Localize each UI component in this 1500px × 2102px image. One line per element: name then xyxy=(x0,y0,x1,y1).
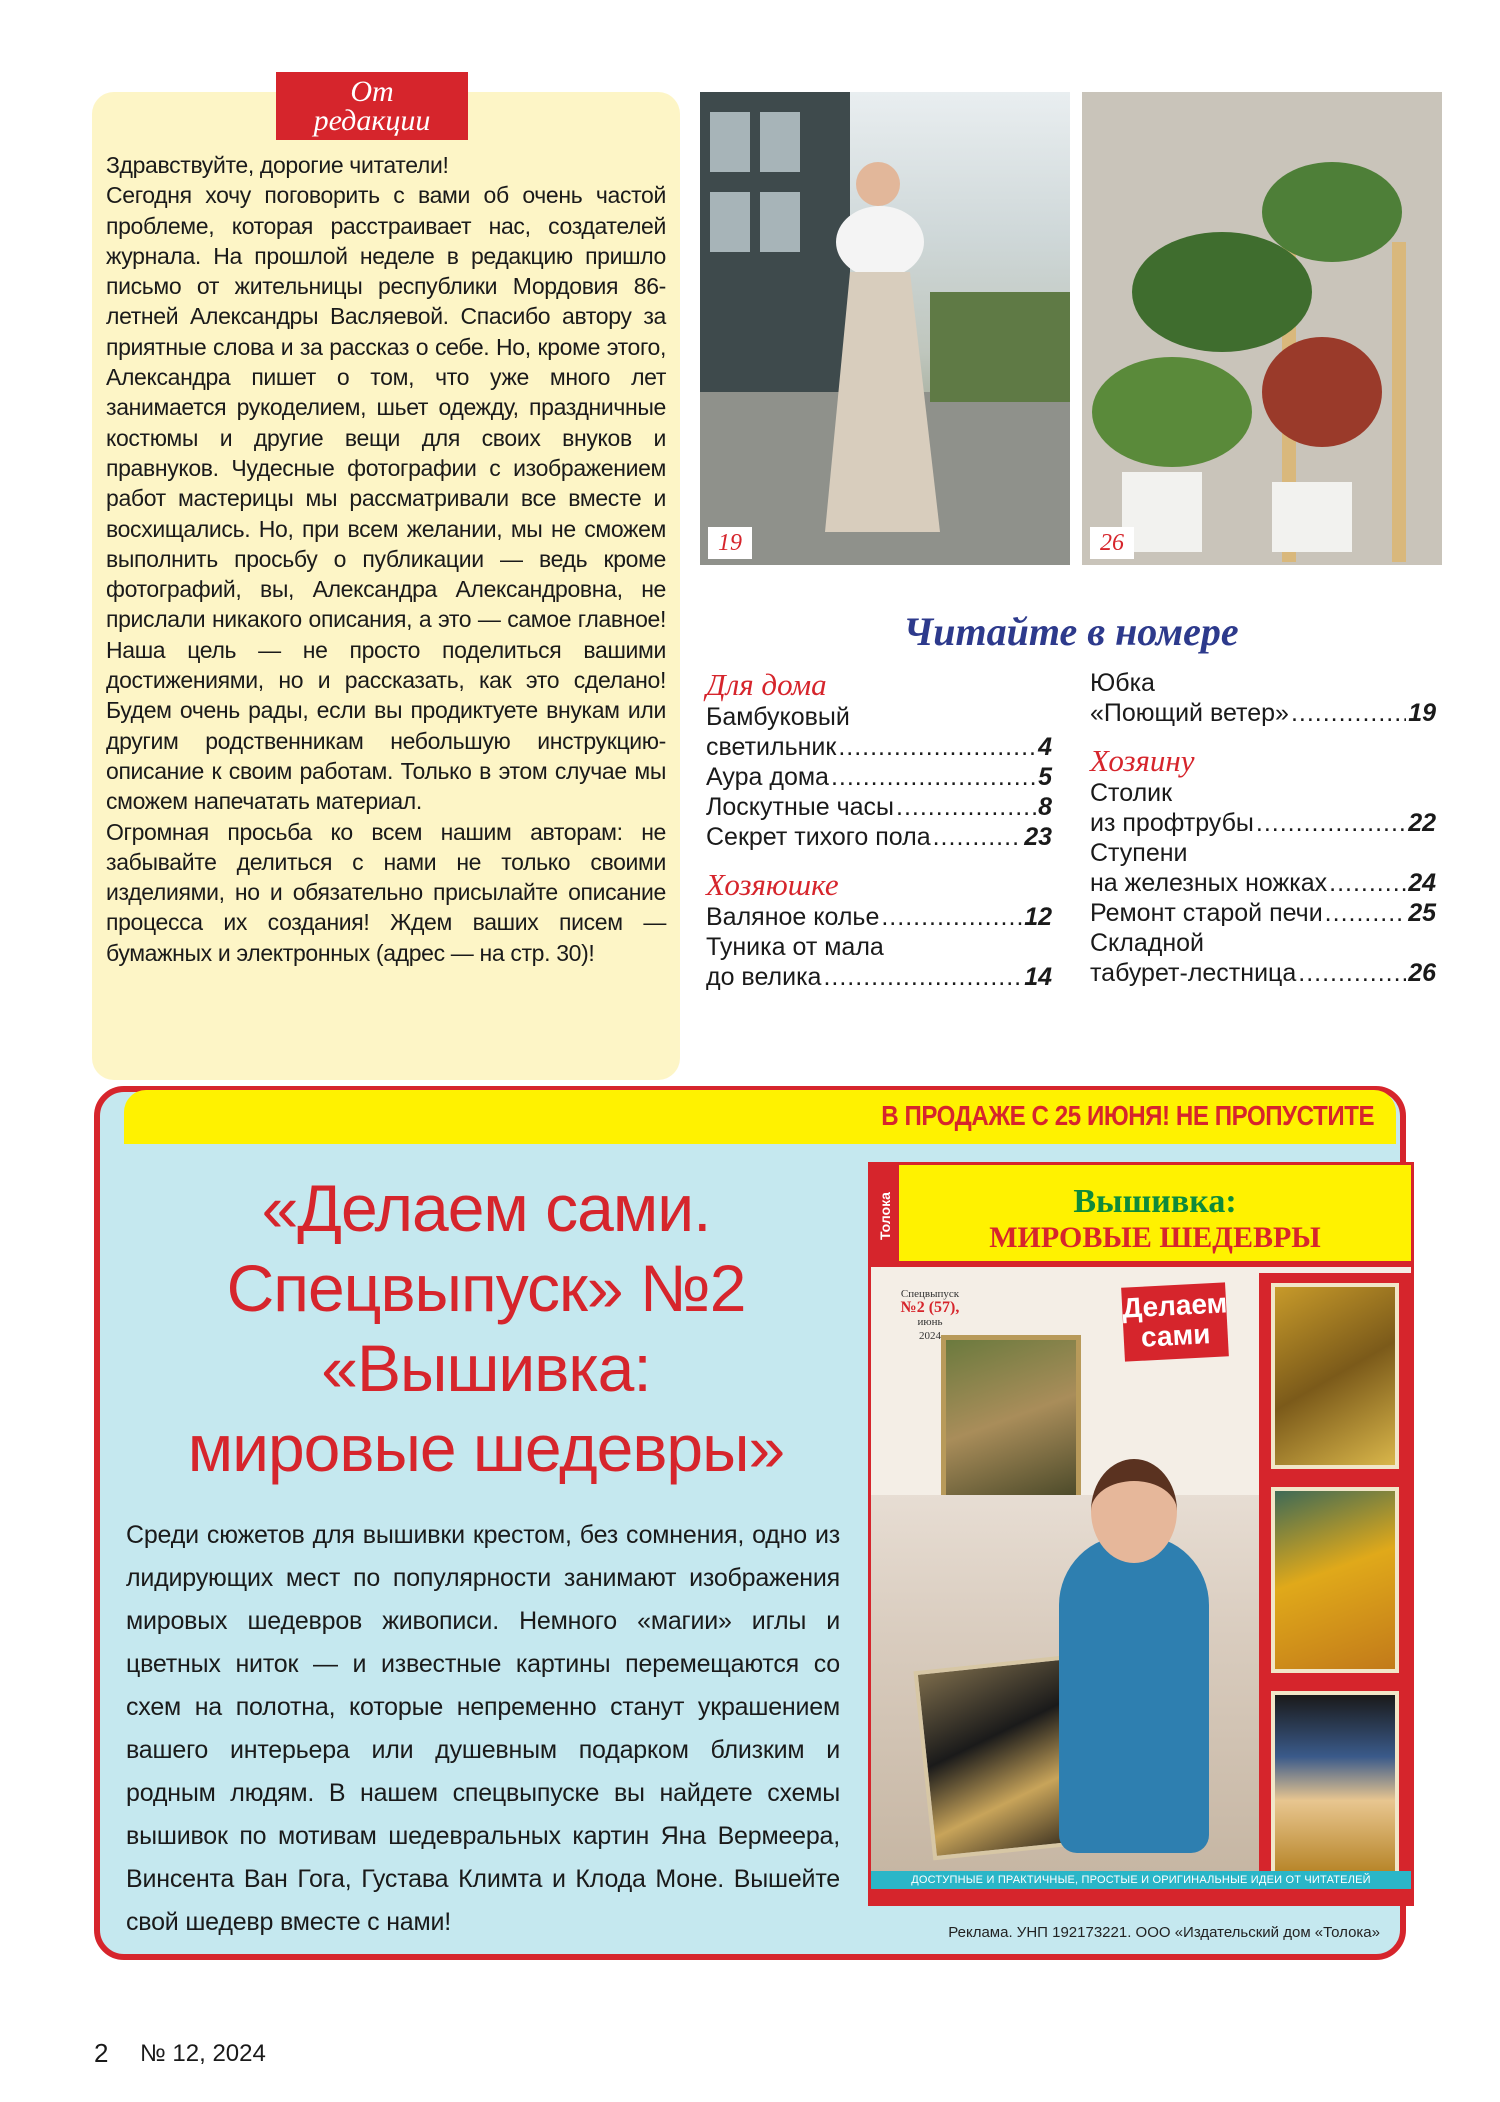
editorial-paragraph: Огромная просьба ко всем нашим авторам: не забывайте делиться с нами не только своими изделиями, но и обязательно присылайте описание процесса их создания! Ждем ваших писем — бумажных и электронных (адрес — на стр. 30)! xyxy=(106,818,666,966)
contents-item[interactable]: Бамбуковый светильник ..... 4 xyxy=(706,702,1052,762)
issue-number: № 12, 2024 xyxy=(140,2040,266,2067)
contents-item[interactable]: Лоскутные часы ..... 8 xyxy=(706,792,1052,822)
contents-section-title: Хозяюшке xyxy=(706,867,839,902)
photo-skirt-illustration xyxy=(700,92,1070,565)
cover-painting-vermeer xyxy=(1271,1691,1399,1875)
cover-painting-sunflowers xyxy=(1271,1487,1399,1673)
cover-header xyxy=(871,1165,1411,1267)
magazine-cover[interactable] xyxy=(868,1162,1414,1906)
photo-plants xyxy=(1082,92,1442,565)
cover-issue-info: Спецвыпуск №2 (57), июнь 2024 xyxy=(900,1288,960,1342)
contents-item[interactable]: Секрет тихого пола ..... 23 xyxy=(706,822,1052,852)
contents-item[interactable]: Аура дома ..... 5 xyxy=(706,762,1052,792)
cover-painting xyxy=(941,1335,1081,1501)
advertisement-text: Среди сюжетов для вышивки крестом, без сомнения, одно из лидирующих мест по популярности занимают изображения мировых шедевров живописи. Немного «магии» иглы и цветных ниток — и известные картины перемещаются со схем на полотна, которые непременно станут украшением вашего интерьера или душевным подарком близким и родным людям. В нашем спецвыпуске вы найдете схемы вышивок по мотивам шедевральных картин Яна Вермеера, Винсента Ван Гога, Густава Климта и Клода Моне. Вышейте свой шедевр вместе с нами! xyxy=(126,1521,840,1936)
contents-item[interactable]: Юбка «Поющий ветер» ..... 19 xyxy=(1090,668,1436,728)
cover-title: Вышивка: xyxy=(1073,1183,1237,1220)
advertisement-note: Реклама. УНП 192173221. ООО «Издательский дом «Толока» xyxy=(948,1924,1380,1941)
cover-footer-stripe xyxy=(871,1889,1411,1903)
cover-person xyxy=(1059,1535,1209,1853)
cover-embroidery xyxy=(913,1656,1082,1861)
editorial-tag: От редакции xyxy=(276,72,468,140)
contents-item[interactable]: Складной табурет-лестница ..... 26 xyxy=(1090,928,1436,988)
photo-skirt xyxy=(700,92,1070,565)
editorial-paragraph: Сегодня хочу поговорить с вами об очень частой проблеме, которая расстраивает нас, создателей журнала. На прошлой неделе в редакцию пришло письмо от жительницы республики Мордовия 86-летней Александры Васляевой. Спасибо автору за приятные слова и за рассказ о себе. Но, кроме этого, Александра пишет о том, что уже много лет занимается рукоделием, шьет одежду, праздничные костюмы и другие вещи для своих внуков и правнуков. Чудесные фотографии с изображением работ мастерицы мы рассматривали все вместе и восхищались. Но, при всем желании, мы не сможем выполнить просьбу о публикации — ведь кроме фотографий, вы, Александра Александровна, не прислали никакого описания, а это — самое главное! Наша цель — не просто поделиться вашими достижениями, но и рассказать, как это сделано! Будем очень рады, если вы продиктуете внукам или другим родственникам небольшую инструкцию-описание к своим работам. Только в этом случае мы сможем напечатать материал. xyxy=(106,182,666,815)
photo-page-number: 19 xyxy=(708,527,752,559)
contents-right-column xyxy=(1090,668,1436,988)
contents-section-title: Для дома xyxy=(706,667,827,702)
contents-item[interactable]: Туника от мала до велика ..... 14 xyxy=(706,932,1052,992)
contents-item[interactable]: Ступени на железных ножках ..... 24 xyxy=(1090,838,1436,898)
cover-logo: Делаем сами xyxy=(1121,1282,1229,1361)
editorial-text xyxy=(106,150,666,968)
cover-footer: ДОСТУПНЫЕ И ПРАКТИЧНЫЕ, ПРОСТЫЕ И ОРИГИНАЛЬНЫЕ ИДЕИ ОТ ЧИТАТЕЛЕЙ xyxy=(871,1871,1411,1889)
contents-title: Читайте в номере xyxy=(903,609,1239,654)
cover-painting-klimt xyxy=(1271,1283,1399,1469)
contents-item[interactable]: Столик из профтрубы ..... 22 xyxy=(1090,778,1436,838)
contents-section-title: Хозяину xyxy=(1090,743,1195,778)
cover-brand: Толока xyxy=(871,1165,899,1267)
advertisement-banner: В ПРОДАЖЕ С 25 ИЮНЯ! НЕ ПРОПУСТИТЕ xyxy=(124,1090,1396,1144)
contents-item[interactable]: Валяное колье ..... 12 xyxy=(706,902,1052,932)
contents-left-column xyxy=(706,668,1052,992)
photo-page-number: 26 xyxy=(1090,527,1134,559)
cover-subtitle: МИРОВЫЕ ШЕДЕВРЫ xyxy=(989,1221,1321,1254)
photo-plants-illustration xyxy=(1082,92,1442,565)
page-number: 2 xyxy=(94,2038,109,2068)
contents-item[interactable]: Ремонт старой печи ..... 25 xyxy=(1090,898,1436,928)
advertisement-title: «Делаем сами. Спецвыпуск» №2 «Вышивка: мировые шедевры» xyxy=(187,1171,785,1485)
cover-person-head xyxy=(1091,1459,1177,1563)
editorial-greeting: Здравствуйте, дорогие читатели! xyxy=(106,152,449,178)
